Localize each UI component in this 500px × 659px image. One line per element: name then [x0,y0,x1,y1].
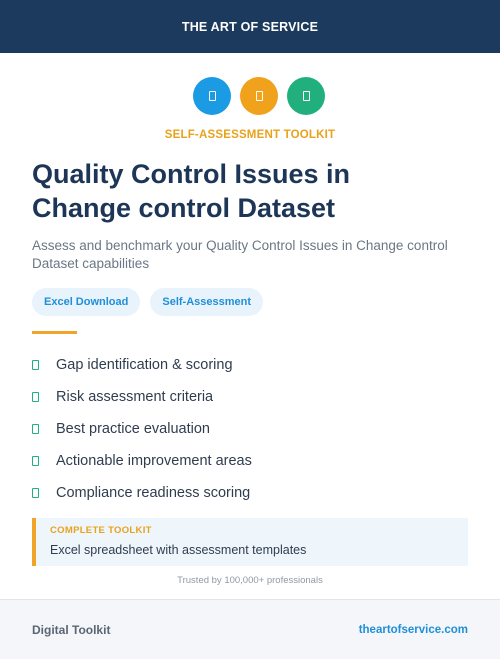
callout-text: Excel spreadsheet with assessment templates [50,543,307,557]
icon-circle-orange [240,77,278,115]
document-icon [303,91,310,101]
feature-item [32,445,252,477]
accent-divider [32,331,77,334]
icon-circle-blue [193,77,231,115]
document-icon [209,91,216,101]
icon-row [193,77,325,115]
icon-circle-green [287,77,325,115]
header-bar [0,0,500,53]
feature-list [32,349,252,509]
checkbox-icon [32,360,39,370]
badge-row [32,288,263,316]
feature-item [32,381,252,413]
feature-label: Risk assessment criteria [56,389,214,405]
footer-label: Digital Toolkit [32,622,111,637]
checkbox-icon [32,392,39,402]
feature-item [32,413,252,445]
badge-excel-download: Excel Download [32,288,140,316]
trusted-note: Trusted by 100,000+ professionals [177,575,323,586]
checkbox-icon [32,456,39,466]
callout-label: COMPLETE TOOLKIT [50,525,152,536]
checkbox-icon [32,424,39,434]
toolkit-callout [32,518,468,566]
feature-label: Gap identification & scoring [56,357,233,373]
footer-link[interactable]: theartofservice.com [358,623,468,636]
feature-label: Compliance readiness scoring [56,485,251,501]
footer-bar [0,599,500,659]
page-title [32,157,472,225]
feature-label: Best practice evaluation [56,421,210,437]
feature-label: Actionable improvement areas [56,453,252,469]
title-line-1: Quality Control Issues in [32,159,351,189]
checkbox-icon [32,488,39,498]
feature-item [32,349,252,381]
document-icon [256,91,263,101]
eyebrow-label: SELF-ASSESSMENT TOOLKIT [164,129,336,141]
title-line-2: Change control Dataset [32,193,336,223]
page-subtitle: Assess and benchmark your Quality Control Issues in Change control Dataset capabilities [32,238,448,271]
brand-title: THE ART OF SERVICE [181,19,319,34]
badge-self-assessment: Self-Assessment [150,288,263,316]
feature-item [32,477,252,509]
